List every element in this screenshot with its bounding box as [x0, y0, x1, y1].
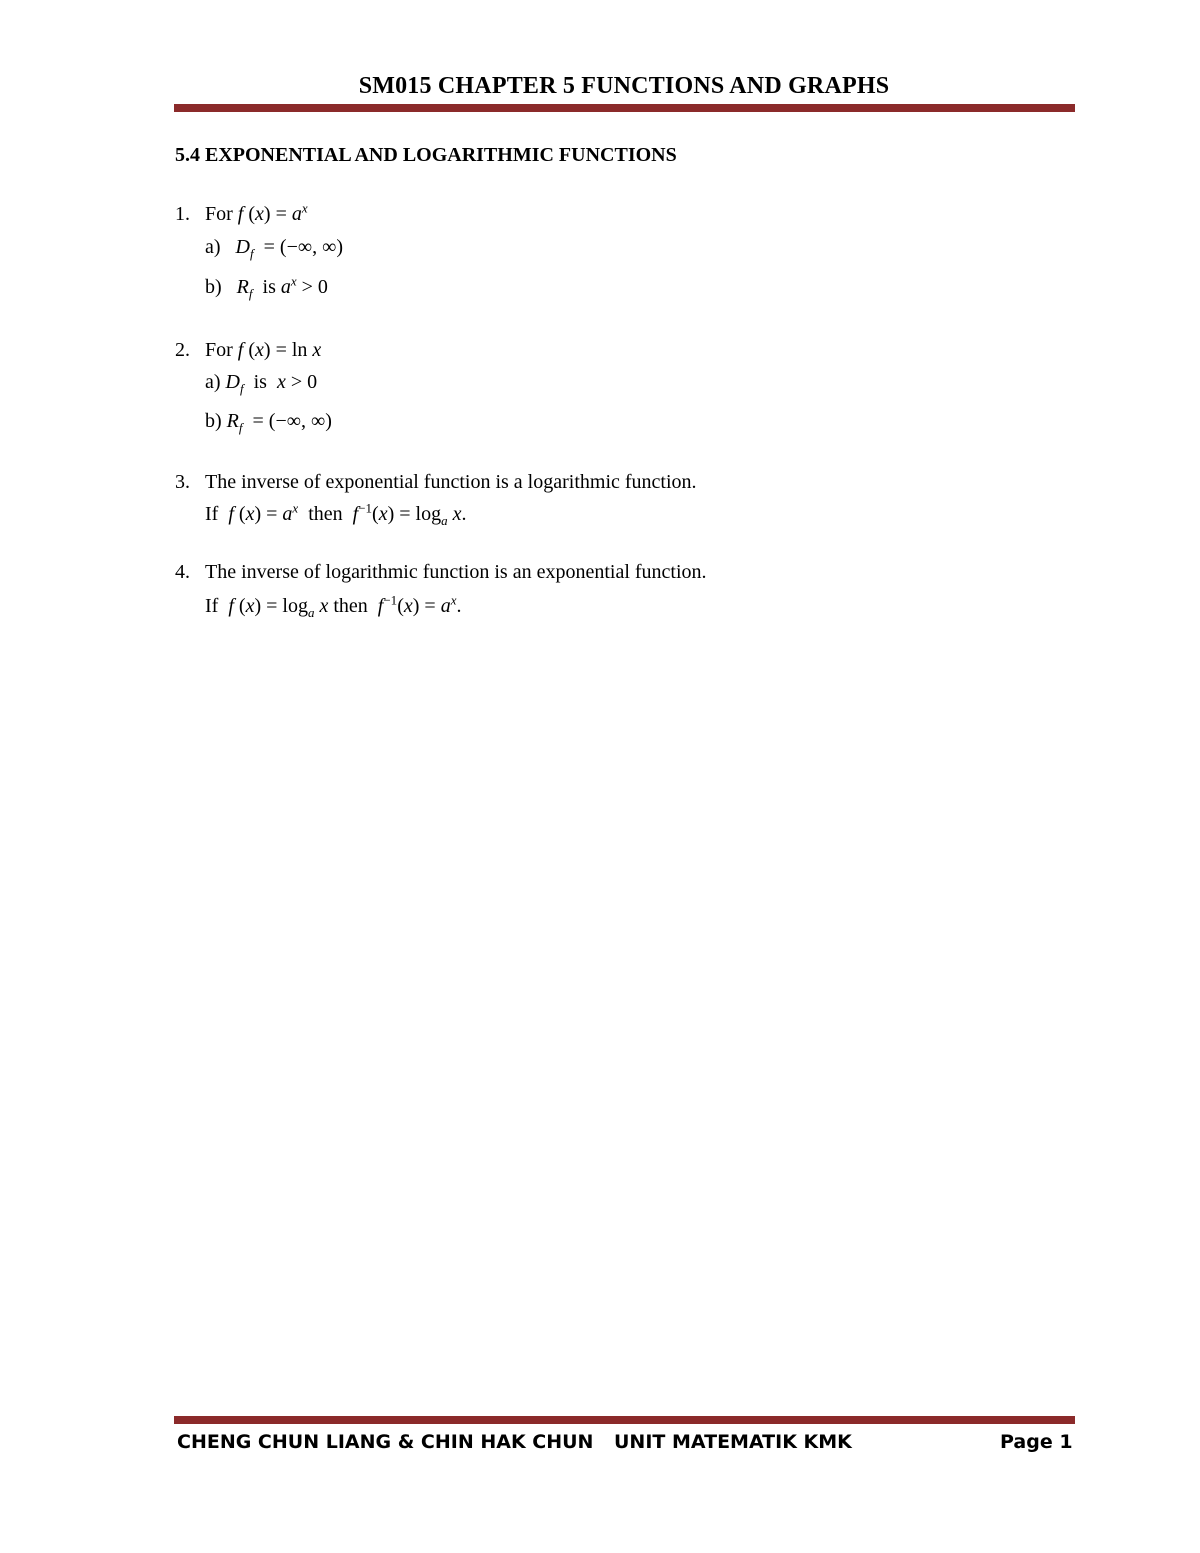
item-4-number: 4.	[175, 561, 190, 583]
footer-divider	[174, 1416, 1075, 1424]
item-3-formula: If f $(x) = a^x$ then $f^{-1}(x) = \log_a x$.	[205, 500, 467, 528]
item-1-part-b: b) $R_f$ is $a^x > 0$	[205, 273, 328, 301]
section-heading: 5.4 EXPONENTIAL AND LOGARITHMIC FUNCTIONS	[175, 144, 677, 166]
item-3-number: 3.	[175, 471, 190, 493]
page-title: SM015 CHAPTER 5 FUNCTIONS AND GRAPHS	[358, 73, 890, 99]
footer-unit: UNIT MATEMATIK KMK	[614, 1431, 852, 1453]
item-4-text: The inverse of logarithmic function is an exponential function.	[205, 561, 707, 583]
item-2-part-a: a) $D_f$ is x > 0	[205, 371, 318, 396]
item-2-number: 2.	[175, 339, 190, 361]
header-divider	[174, 104, 1075, 112]
page-number: Page 1	[1000, 1431, 1073, 1453]
item-2-part-b: b) $R_f$ = (−∞, ∞)	[205, 410, 332, 435]
item-3-text: The inverse of exponential function is a logarithmic function.	[205, 471, 697, 493]
item-2-intro: For f (x) = ln x	[205, 339, 322, 361]
item-1-intro: For f $(x) = a^x$	[205, 200, 308, 225]
item-4-formula: If f $(x) = \log_a x$ then $f^{-1}(x) = a^x$.	[205, 592, 462, 620]
item-1-part-a: a) $D_f$ = (−∞, ∞)	[205, 236, 344, 261]
footer-authors: CHENG CHUN LIANG & CHIN HAK CHUN	[177, 1431, 594, 1453]
item-1-number: 1.	[175, 203, 190, 225]
